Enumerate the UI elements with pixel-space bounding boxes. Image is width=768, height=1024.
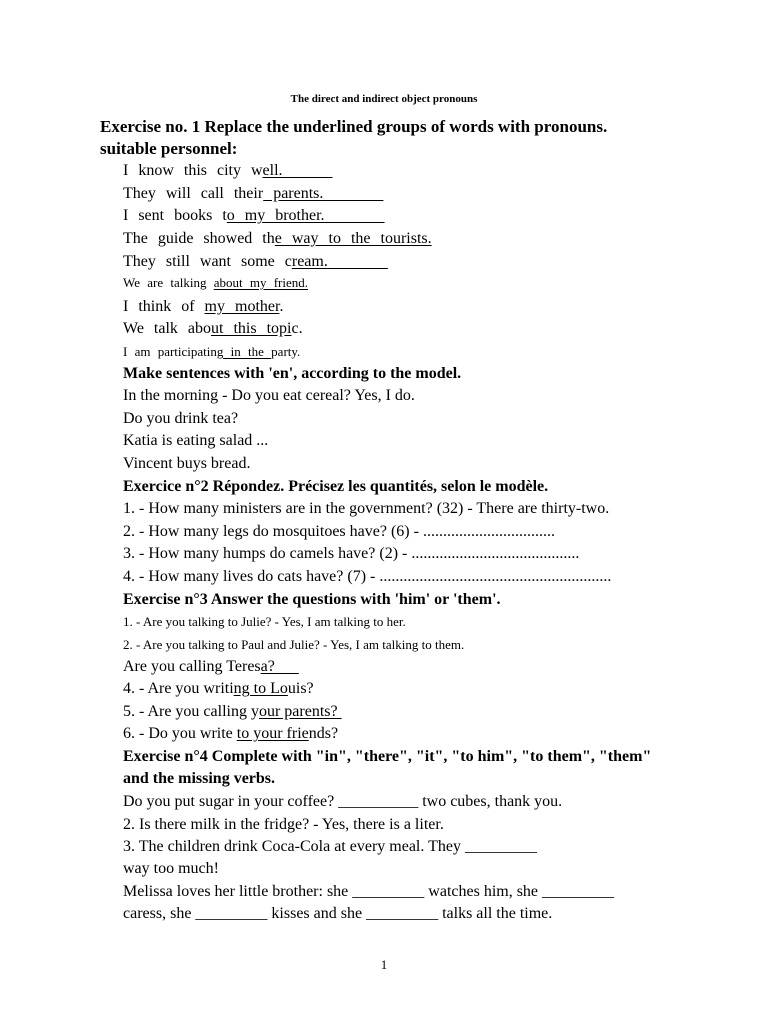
exercise4-heading-line2: and the missing verbs. — [123, 770, 276, 787]
exercise1-item: The guide showed the way to the tourists. — [123, 230, 432, 247]
exercise4-heading-line1: Exercise n°4 Complete with "in", "there", "it", "to him", "to them", "them" — [123, 748, 652, 765]
exercise2-line: 2. - How many legs do mosquitoes have? (6) - ................................. — [123, 523, 555, 540]
en-section-line: Do you drink tea? — [123, 410, 239, 427]
exercise4-line: way too much! — [123, 860, 219, 877]
exercise3-example: 2. - Are you talking to Paul and Julie? - Yes, I am talking to them. — [123, 637, 465, 652]
exercise1-item: We talk about this topic. — [123, 320, 303, 337]
en-section-line: Katia is eating salad ... — [123, 432, 269, 449]
exercise2-heading: Exercice n°2 Répondez. Précisez les quantités, selon le modèle. — [123, 478, 549, 495]
exercise2-line: 4. - How many lives do cats have? (7) - .......................................................... — [123, 568, 612, 585]
exercise2-line: 3. - How many humps do camels have? (2) - .......................................... — [123, 545, 580, 562]
exercise3-example: 1. - Are you talking to Julie? - Yes, I am talking to her. — [123, 614, 406, 629]
exercise1-item: I sent books to my brother. — [123, 207, 325, 224]
page-number: 1 — [380, 957, 388, 972]
exercise1-item: I am participating in the party. — [123, 344, 301, 359]
document-title: The direct and indirect object pronouns — [290, 93, 478, 105]
exercise1-item: I know this city well. — [123, 162, 283, 179]
exercise3-item: 5. - Are you calling your parents? — [123, 703, 342, 720]
exercise1-item: They will call their parents. — [123, 185, 324, 202]
en-section-heading: Make sentences with 'en', according to the model. — [123, 365, 462, 382]
exercise4-line: caress, she _________ kisses and she _________ talks all the time. — [123, 905, 553, 922]
en-section-line: Vincent buys bread. — [123, 455, 251, 472]
exercise4-line: Do you put sugar in your coffee? __________ two cubes, thank you. — [123, 793, 563, 810]
exercise4-line: Melissa loves her little brother: she _________ watches him, she _________ — [123, 883, 615, 900]
en-section-model: In the morning - Do you eat cereal? Yes, I do. — [123, 387, 415, 404]
exercise3-item: 6. - Do you write to your friends? — [123, 725, 339, 742]
exercise1-item: They still want some cream. — [123, 253, 328, 270]
exercise1-heading-line1: Exercise no. 1 Replace the underlined groups of words with pronouns. — [100, 117, 608, 136]
exercise4-line: 2. Is there milk in the fridge? - Yes, there is a liter. — [123, 816, 444, 833]
exercise3-item: 4. - Are you writing to Louis? — [123, 680, 314, 697]
exercise2-line: 1. - How many ministers are in the government? (32) - There are thirty-two. — [123, 500, 610, 517]
exercise3-item: Are you calling Teresa? — [123, 658, 299, 675]
exercise4-line: 3. The children drink Coca-Cola at every meal. They _________ — [123, 838, 537, 855]
exercise1-heading-line2: suitable personnel: — [100, 139, 238, 158]
exercise3-heading: Exercise n°3 Answer the questions with 'him' or 'them'. — [123, 591, 501, 608]
exercise1-item: I think of my mother. — [123, 298, 284, 315]
exercise1-item: We are talking about my friend. — [123, 275, 309, 290]
